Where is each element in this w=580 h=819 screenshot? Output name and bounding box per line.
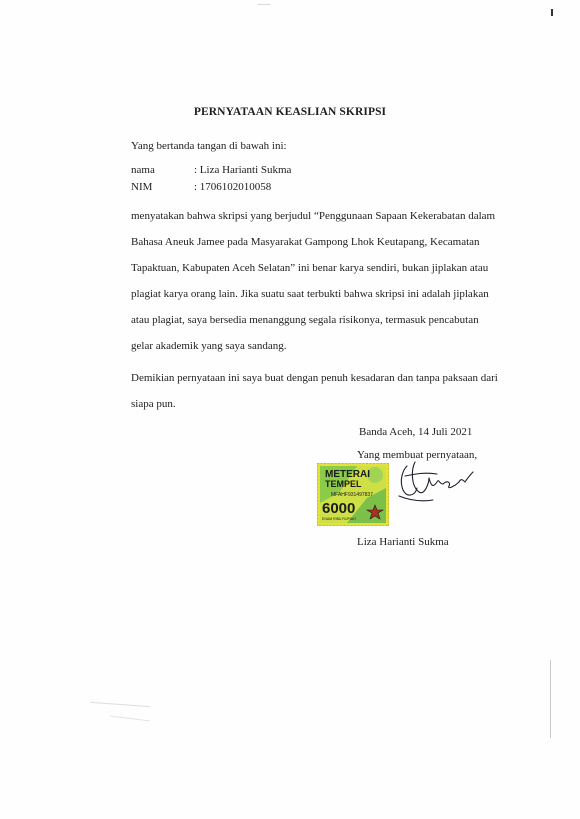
stamp-text-meterai: METERAI [325, 469, 370, 480]
body-line-6: gelar akademik yang saya sandang. [131, 340, 287, 352]
field-value-nama: : Liza Harianti Sukma [194, 164, 292, 176]
body-line-2: Bahasa Aneuk Jamee pada Masyarakat Gampong Lhok Keutapang, Kecamatan [131, 236, 480, 248]
field-label-nim: NIM [131, 181, 153, 193]
document-title: PERNYATAAN KEASLIAN SKRIPSI [193, 106, 387, 118]
scan-smudge [258, 4, 270, 5]
signature [385, 456, 475, 516]
scan-smudge [90, 702, 150, 707]
scan-smudge [110, 716, 150, 722]
field-label-nama: nama [131, 164, 155, 176]
closing-line-2: siapa pun. [131, 398, 176, 410]
intro-text: Yang bertanda tangan di bawah ini: [131, 140, 287, 152]
field-value-nim: : 1706102010058 [194, 181, 272, 193]
place-date: Banda Aceh, 14 Juli 2021 [359, 426, 473, 438]
stamp-value: 6000 [322, 500, 356, 517]
scan-mark [551, 9, 553, 16]
revenue-stamp [317, 463, 389, 526]
closing-line-1: Demikian pernyataan ini saya buat dengan penuh kesadaran dan tanpa paksaan dari [131, 372, 498, 384]
signer-name: Liza Harianti Sukma [357, 536, 449, 548]
stamp-text-tempel: TEMPEL [325, 479, 362, 489]
stamp-value-caption: ENAM RIBU RUPIAH [322, 517, 356, 521]
scan-edge-line [550, 660, 551, 738]
body-line-4: plagiat karya orang lain. Jika suatu saat terbukti bahwa skripsi ini adalah jiplakan [131, 288, 489, 300]
stamp-serial: MFAHF931497837 [331, 492, 373, 498]
body-line-3: Tapaktuan, Kabupaten Aceh Selatan” ini benar karya sendiri, bukan jiplakan atau [131, 262, 489, 274]
signer-caption: Yang membuat pernyataan, [357, 449, 478, 461]
body-line-1: menyatakan bahwa skripsi yang berjudul “Penggunaan Sapaan Kekerabatan dalam [131, 210, 496, 222]
body-line-5: atau plagiat, saya bersedia menanggung segala risikonya, termasuk pencabutan [131, 314, 479, 326]
